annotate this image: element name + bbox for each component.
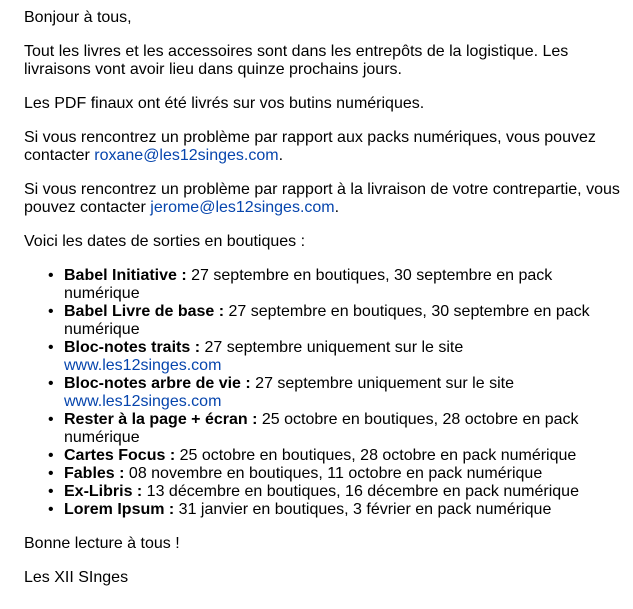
paragraph-pdf: Les PDF finaux ont été livrés sur vos butins numériques. <box>24 95 425 112</box>
list-item <box>48 339 623 375</box>
bullet-icon: • <box>48 465 54 482</box>
list-item-title: Rester à la page + écran : <box>64 411 258 428</box>
list-item-text: 27 septembre en boutiques, 30 septembre en pack numérique <box>64 303 590 338</box>
bullet-icon: • <box>48 375 54 392</box>
list-item-title: Cartes Focus : <box>64 447 176 464</box>
email-link-roxane[interactable]: roxane@les12singes.com <box>94 147 279 164</box>
contact-delivery-text: Si vous rencontrez un problème par rapport à la livraison de votre contrepartie, vous pouvez contacter <box>24 181 620 216</box>
paragraph-contact-digital <box>24 129 623 165</box>
bullet-icon: • <box>48 483 54 500</box>
list-item <box>48 501 623 519</box>
list-item <box>48 483 623 501</box>
site-link[interactable]: www.les12singes.com <box>64 357 222 374</box>
contact-digital-text: Si vous rencontrez un problème par rapport aux packs numériques, vous pouvez contacter <box>24 129 596 164</box>
list-item <box>48 447 623 465</box>
site-link[interactable]: www.les12singes.com <box>64 393 222 410</box>
list-item-title: Bloc-notes arbre de vie : <box>64 375 251 392</box>
list-item-text: 08 novembre en boutiques, 11 octobre en pack numérique <box>124 465 543 482</box>
list-item <box>48 375 623 411</box>
contact-delivery-suffix: . <box>334 199 340 216</box>
bullet-icon: • <box>48 501 54 518</box>
bullet-icon: • <box>48 447 54 464</box>
list-item-title: Babel Initiative : <box>64 267 187 284</box>
list-item-title: Bloc-notes traits : <box>64 339 201 356</box>
closing: Bonne lecture à tous ! <box>24 535 180 552</box>
list-item <box>48 267 623 303</box>
list-item-text: 27 septembre en boutiques, 30 septembre en pack numérique <box>64 267 553 302</box>
list-item-title: Babel Livre de base : <box>64 303 225 320</box>
email-link-jerome[interactable]: jerome@les12singes.com <box>150 199 335 216</box>
list-item-text: 27 septembre uniquement sur le site <box>250 375 514 392</box>
bullet-icon: • <box>48 339 54 356</box>
list-item-text: 25 octobre en boutiques, 28 octobre en pack numérique <box>64 411 579 446</box>
dates-intro: Voici les dates de sorties en boutiques : <box>24 233 306 250</box>
list-item-title: Fables : <box>64 465 125 482</box>
greeting: Bonjour à tous, <box>24 9 132 26</box>
paragraph-logistics: Tout les livres et les accessoires sont dans les entrepôts de la logistique. Les livraisons vont avoir lieu dans quinze prochains jours. <box>24 43 569 78</box>
contact-digital-suffix: . <box>278 147 284 164</box>
list-item-text: 13 décembre en boutiques, 16 décembre en pack numérique <box>142 483 579 500</box>
list-item-title: Ex-Libris : <box>64 483 143 500</box>
list-item-title: Lorem Ipsum : <box>64 501 175 518</box>
signature: Les XII SInges <box>24 569 129 586</box>
release-dates-list <box>24 267 623 519</box>
list-item-text: 25 octobre en boutiques, 28 octobre en pack numérique <box>175 447 577 464</box>
list-item <box>48 411 623 447</box>
list-item <box>48 303 623 339</box>
list-item-text: 27 septembre uniquement sur le site <box>200 339 464 356</box>
bullet-icon: • <box>48 303 54 320</box>
list-item <box>48 465 623 483</box>
bullet-icon: • <box>48 411 54 428</box>
paragraph-contact-delivery <box>24 181 623 217</box>
bullet-icon: • <box>48 267 54 284</box>
list-item-text: 31 janvier en boutiques, 3 février en pack numérique <box>174 501 552 518</box>
